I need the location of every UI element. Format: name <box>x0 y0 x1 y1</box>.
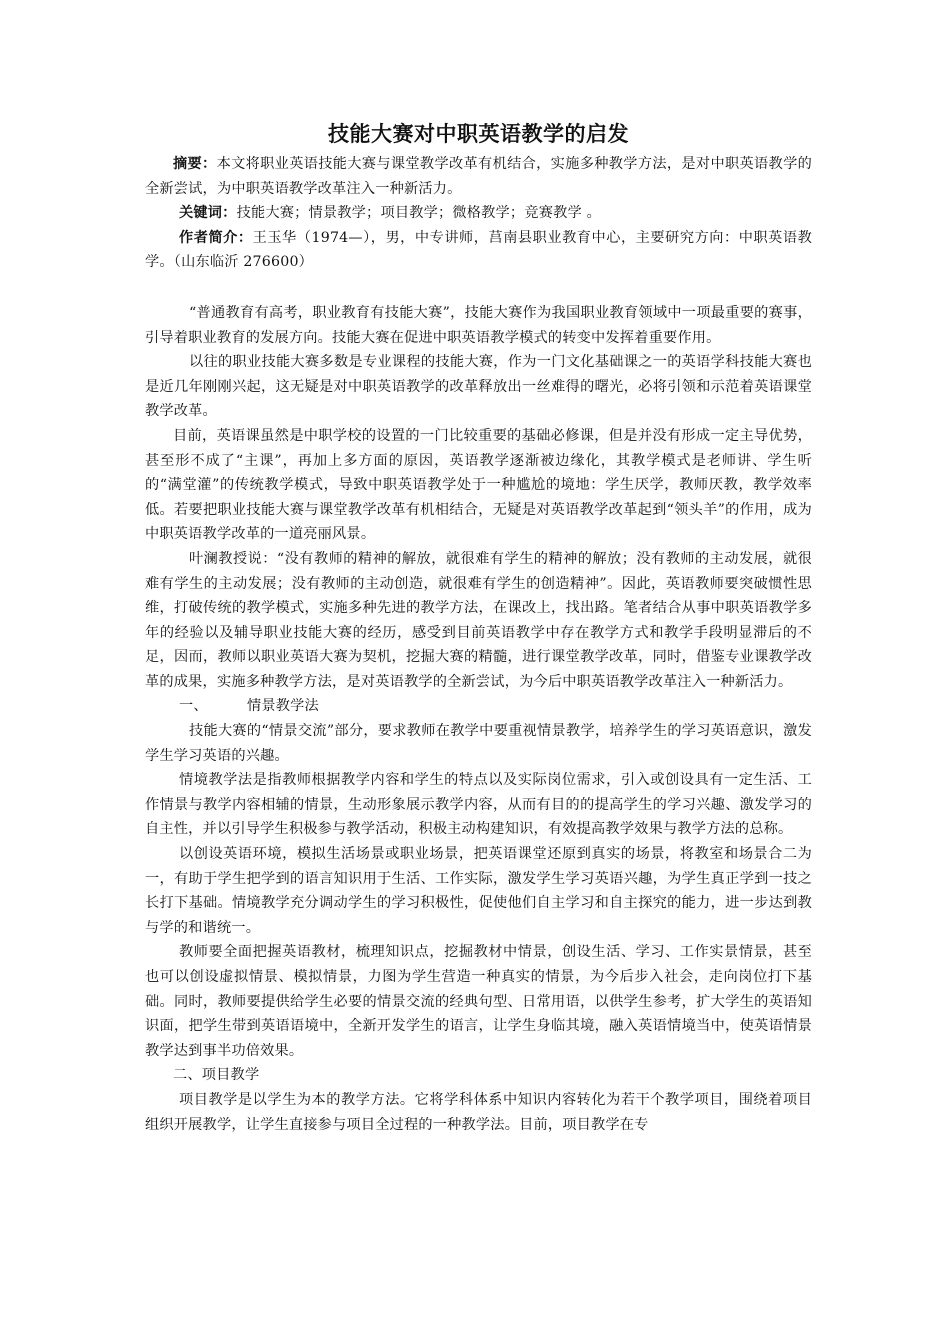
spacer <box>145 275 812 301</box>
section-heading-1-number: 一、 <box>179 698 208 715</box>
section-heading-1 <box>145 694 812 719</box>
author-text: 王玉华（1974—），男，中专讲师，莒南县职业教育中心，主要研究方向：中职英语教学。（山东临沂 276600） <box>145 229 812 271</box>
paragraph-6: 情境教学法是指教师根据教学内容和学生的特点以及实际岗位需求，引入或创设具有一定生活、工作情景与教学内容相辅的情景，生动形象展示教学内容，从而有目的的提高学生的学习兴趣、激发学习的自主性，并以引导学生积极参与教学活动，积极主动构建知识，有效提高教学效果与教学方法的总称。 <box>145 772 812 838</box>
paragraph-1: “普通教育有高考，职业教育有技能大赛”，技能大赛作为我国职业教育领域中一项最重要的赛事，引导着职业教育的发展方向。技能大赛在促进中职英语教学模式的转变中发挥着重要作用。 <box>145 304 812 346</box>
document-page <box>145 116 812 1137</box>
author-bio <box>145 226 812 275</box>
paragraph-5: 技能大赛的“情景交流”部分，要求教师在教学中要重视情景教学，培养学生的学习英语意识，激发学生学习英语的兴趣。 <box>145 723 812 764</box>
section-heading-2: 二、项目教学 <box>173 1067 260 1084</box>
paragraph-7: 以创设英语环境，模拟生活场景或职业场景，把英语课堂还原到真实的场景，将教室和场景合二为一，有助于学生把学到的语言知识用于生活、工作实际，激发学生学习英语兴趣，为学生真正学到一技之长打下基础。情境教学充分调动学生的学习积极性，促使他们自主学习和自主探究的能力，进一步达到教与学的和谐统一。 <box>145 846 812 936</box>
abstract <box>145 152 812 201</box>
keywords <box>145 201 812 226</box>
abstract-text: 本文将职业英语技能大赛与课堂教学改革有机结合，实施多种教学方法，是对中职英语教学的全新尝试，为中职英语教学改革注入一种新活力。 <box>145 156 812 197</box>
paragraph-2: 以往的职业技能大赛多数是专业课程的技能大赛，作为一门文化基础课之一的英语学科技能大赛也是近几年刚刚兴起，这无疑是对中职英语教学的改革释放出一丝难得的曙光，必将引领和示范着英语课堂教学改革。 <box>145 354 812 420</box>
paragraph-4: 叶澜教授说：“没有教师的精神的解放，就很难有学生的精神的解放；没有教师的主动发展，就很难有学生的主动发展；没有教师的主动创造，就很难有学生的创造精神”。因此，英语教师要突破惯性思维，打破传统的教学模式，实施多种先进的教学方法，在课改上，找出路。笔者结合从事中职英语教学多年的经验以及辅导职业技能大赛的经历，感受到目前英语教学中存在教学方式和教学手段明显滞后的不足，因而，教师以职业英语大赛为契机，挖掘大赛的精髓，进行课堂教学改革，同时，借鉴专业课教学改革的成果，实施多种教学方法，是对英语教学的全新尝试，为今后中职英语教学改革注入一种新活力。 <box>145 550 812 690</box>
keywords-text: 技能大赛；情景教学；项目教学；微格教学；竞赛教学 。 <box>236 205 601 222</box>
paragraph-8: 教师要全面把握英语教材，梳理知识点，挖掘教材中情景，创设生活、学习、工作实景情景，甚至也可以创设虚拟情景、模拟情景，力图为学生营造一种真实的情景，为今后步入社会，走向岗位打下基础。同时，教师要提供给学生必要的情景交流的经典句型、日常用语，以供学生参考，扩大学生的英语知识面，把学生带到英语语境中，全新开发学生的语言，让学生身临其境，融入英语情境当中，使英语情景教学达到事半功倍效果。 <box>145 944 812 1059</box>
author-label: 作者简介： <box>179 229 253 246</box>
paragraph-3: 目前，英语课虽然是中职学校的设置的一门比较重要的基础必修课，但是并没有形成一定主导优势，甚至形不成了“主课”，再加上多方面的原因，英语教学逐渐被边缘化，其教学模式是老师讲、学生听的“满堂灌”的传统教学模式，导致中职英语教学处于一种尴尬的境地：学生厌学，教师厌教，教学效率低。若要把职业技能大赛与课堂教学改革有机相结合，无疑是对英语教学改革起到“领头羊”的作用，成为中职英语教学改革的一道亮丽风景。 <box>145 427 812 543</box>
paragraph-9: 项目教学是以学生为本的教学方法。它将学科体系中知识内容转化为若干个教学项目，围绕着项目组织开展教学，让学生直接参与项目全过程的一种教学法。目前，项目教学在专 <box>145 1091 812 1133</box>
abstract-label: 摘要： <box>173 156 217 172</box>
keywords-label: 关键词： <box>179 205 237 222</box>
section-heading-1-text: 情景教学法 <box>247 698 319 715</box>
page-title: 技能大赛对中职英语教学的启发 <box>328 122 629 146</box>
